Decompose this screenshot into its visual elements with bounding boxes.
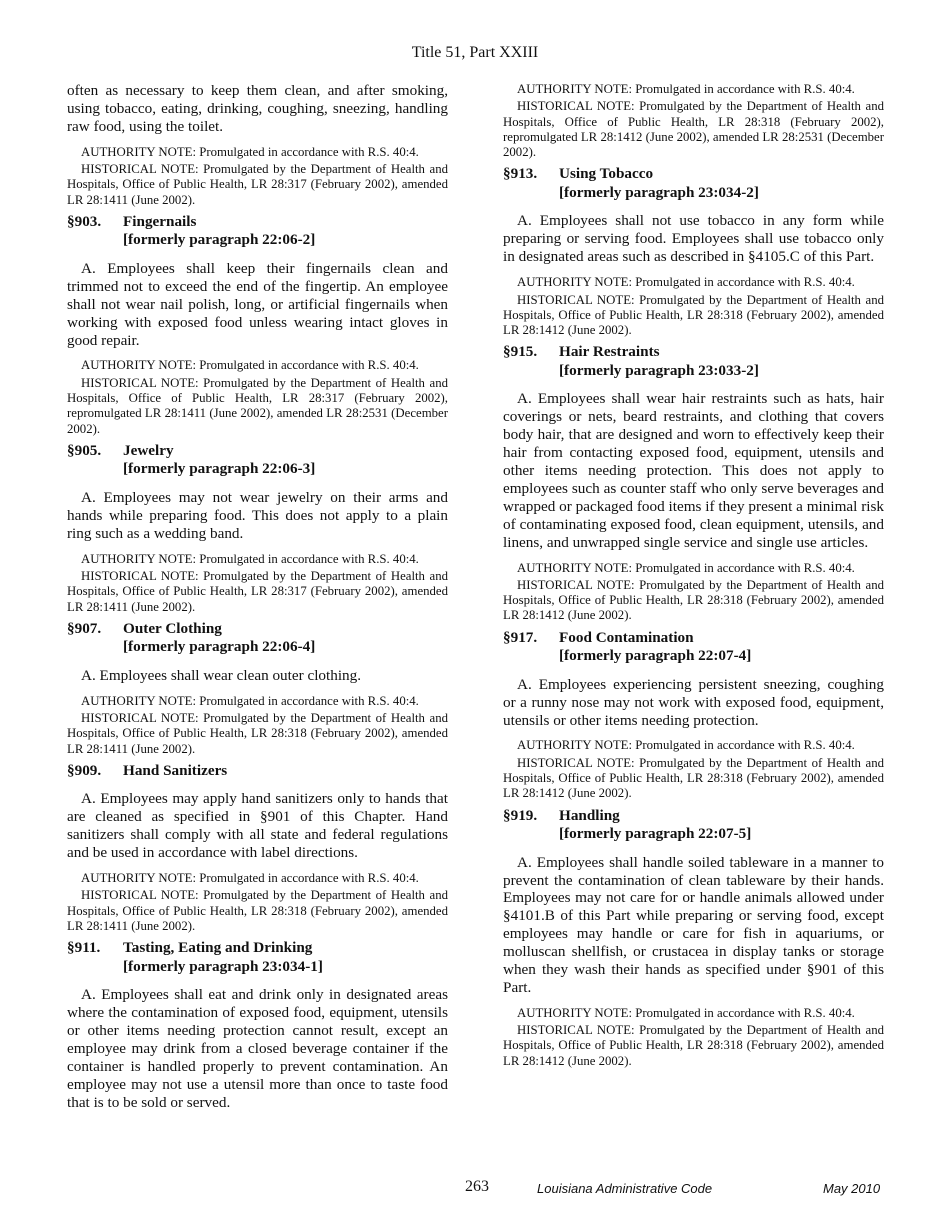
publication-date: May 2010 xyxy=(823,1181,881,1196)
section-title: Tasting, Eating and Drinking xyxy=(123,939,313,957)
section-heading-911 xyxy=(67,939,448,976)
section-heading-917 xyxy=(503,629,884,666)
historical-note: HISTORICAL NOTE: Promulgated by the Department of Health and Hospitals, Office of Public Health, LR 28:317 (February 2002), repromulgated LR 28:1411 (June 2002), amended LR 28:2531 (December 2002). xyxy=(67,375,448,436)
historical-note: HISTORICAL NOTE: Promulgated by the Department of Health and Hospitals, Office of Public Health, LR 28:318 (February 2002), amended LR 28:1412 (June 2002). xyxy=(503,292,884,338)
section-title: Handling xyxy=(559,806,620,824)
section-number: §903. xyxy=(67,212,102,230)
section-number: §917. xyxy=(503,628,538,646)
historical-note: HISTORICAL NOTE: Promulgated by the Department of Health and Hospitals, Office of Public Health, LR 28:318 (February 2002), amended LR 28:1411 (June 2002). xyxy=(67,888,448,933)
authority-note: AUTHORITY NOTE: Promulgated in accordance with R.S. 40:4. xyxy=(81,551,419,566)
left-column xyxy=(67,82,448,1121)
section-number: §919. xyxy=(503,806,538,824)
section-title: Food Contamination xyxy=(559,628,694,646)
section-number: §907. xyxy=(67,619,102,637)
section-title: Outer Clothing xyxy=(123,619,222,637)
historical-note: HISTORICAL NOTE: Promulgated by the Department of Health and Hospitals, Office of Public Health, LR 28:318 (February 2002), amended LR 28:1412 (June 2002). xyxy=(503,577,884,623)
section-number: §915. xyxy=(503,343,538,361)
section-number: §909. xyxy=(67,761,102,779)
authority-note: AUTHORITY NOTE: Promulgated in accordance with R.S. 40:4. xyxy=(517,82,855,96)
section-body: A. Employees shall keep their fingernails clean and trimmed not to exceed the end of the fingertip. An employee shall not wear nail polish, long, or artificial fingernails when working with exposed food unless wearing intact gloves in good repair. xyxy=(67,259,448,349)
page-footer xyxy=(0,1178,950,1198)
historical-note: HISTORICAL NOTE: Promulgated by the Department of Health and Hospitals, Office of Public Health, LR 28:318 (February 2002), repromulgated LR 28:1412 (June 2002), amended LR 28:2531 (December 2002). xyxy=(503,99,884,160)
page-header: Title 51, Part XXIII xyxy=(411,44,539,61)
section-heading-905 xyxy=(67,442,448,479)
section-heading-919 xyxy=(503,807,884,844)
historical-note: HISTORICAL NOTE: Promulgated by the Department of Health and Hospitals, Office of Public Health, LR 28:318 (February 2002), amended LR 28:1412 (June 2002). xyxy=(503,755,884,801)
section-body: A. Employees may not wear jewelry on their arms and hands while preparing food. This does not apply to a plain ring such as a wedding band. xyxy=(67,488,448,542)
section-subtitle: [formerly paragraph 22:07-4] xyxy=(559,647,752,665)
authority-note: AUTHORITY NOTE: Promulgated in accordance with R.S. 40:4. xyxy=(81,693,419,708)
section-subtitle: [formerly paragraph 23:034-2] xyxy=(559,183,759,201)
authority-note: AUTHORITY NOTE: Promulgated in accordance with R.S. 40:4. xyxy=(81,871,419,886)
section-subtitle: [formerly paragraph 23:034-1] xyxy=(123,957,323,975)
section-body: A. Employees shall eat and drink only in designated areas where the contamination of exposed food, equipment, utensils or other items needing protection cannot result, except an employee may drink from a closed beverage container if the container is handled properly to prevent contamination. An employee may not use a utensil more than once to taste food that is to be sold or served. xyxy=(67,986,448,1111)
section-subtitle: [formerly paragraph 22:06-4] xyxy=(123,638,316,656)
authority-note: AUTHORITY NOTE: Promulgated in accordance with R.S. 40:4. xyxy=(81,144,419,159)
section-title: Using Tobacco xyxy=(559,165,654,183)
section-title: Jewelry xyxy=(123,441,174,459)
page-number: 263 xyxy=(465,1178,489,1195)
authority-note: AUTHORITY NOTE: Promulgated in accordance with R.S. 40:4. xyxy=(517,738,855,753)
section-title: Fingernails xyxy=(123,212,197,230)
section-heading-909 xyxy=(67,762,448,781)
section-body: A. Employees shall wear clean outer clothing. xyxy=(81,666,362,684)
section-body: A. Employees experiencing persistent sneezing, coughing or a runny nose may not work with exposed food, equipment, utensils or other items needing protection. xyxy=(503,675,884,729)
section-heading-913 xyxy=(503,165,884,202)
section-body: A. Employees shall handle soiled tableware in a manner to prevent the contamination of clean tableware by their hands. Employees may not care for or handle animals allowed under §4101.B of this Part while preparing or serving food, except employees may handle or care for fish in aquariums, or molluscan shellfish, or crustacea in display tanks or storage when they wash their hands as specified under §901 of this Part. xyxy=(503,853,884,996)
authority-note: AUTHORITY NOTE: Promulgated in accordance with R.S. 40:4. xyxy=(517,275,855,290)
section-subtitle: [formerly paragraph 22:07-5] xyxy=(559,825,752,843)
intro-paragraph: often as necessary to keep them clean, and after smoking, using tobacco, eating, drinking, coughing, sneezing, handling raw food, using the toilet. xyxy=(67,82,448,135)
section-body: A. Employees shall not use tobacco in any form while preparing or serving food. Employees shall use tobacco only in designated areas such as described in §4105.C of this Part. xyxy=(503,212,884,266)
section-title: Hair Restraints xyxy=(559,343,660,361)
section-number: §913. xyxy=(503,165,538,183)
section-title: Hand Sanitizers xyxy=(123,761,228,779)
publication-name: Louisiana Administrative Code xyxy=(537,1181,713,1196)
section-number: §911. xyxy=(67,939,101,957)
section-body: A. Employees may apply hand sanitizers only to hands that are cleaned as specified in §901 of this Chapter. Hand sanitizers shall comply with all state and federal regulations and be used in accordance with label directions. xyxy=(67,790,448,862)
authority-note: AUTHORITY NOTE: Promulgated in accordance with R.S. 40:4. xyxy=(517,1005,855,1020)
authority-note: AUTHORITY NOTE: Promulgated in accordance with R.S. 40:4. xyxy=(81,358,419,373)
historical-note: HISTORICAL NOTE: Promulgated by the Department of Health and Hospitals, Office of Public Health, LR 28:318 (February 2002), amended LR 28:1412 (June 2002). xyxy=(503,1023,884,1068)
section-subtitle: [formerly paragraph 23:033-2] xyxy=(559,361,759,379)
section-heading-915 xyxy=(503,343,884,380)
historical-note: HISTORICAL NOTE: Promulgated by the Department of Health and Hospitals, Office of Public Health, LR 28:317 (February 2002), amended LR 28:1411 (June 2002). xyxy=(67,568,448,614)
section-heading-903 xyxy=(67,213,448,250)
historical-note: HISTORICAL NOTE: Promulgated by the Department of Health and Hospitals, Office of Public Health, LR 28:318 (February 2002), amended LR 28:1411 (June 2002). xyxy=(67,711,448,756)
section-subtitle: [formerly paragraph 22:06-3] xyxy=(123,460,316,478)
right-column xyxy=(503,82,884,1069)
section-body: A. Employees shall wear hair restraints such as hats, hair coverings or nets, beard restraints, and clothing that covers body hair, that are designed and worn to effectively keep their hair from contacting exposed food, equipment, utensils and other items needing protection. This does not apply to employees such as counter staff who only serve beverages and wrapped or packaged food items if they present a minimal risk of contaminating exposed food, clean equipment, utensils, and linens, and unwrapped single service and single use articles. xyxy=(503,390,884,551)
section-number: §905. xyxy=(67,441,102,459)
section-subtitle: [formerly paragraph 22:06-2] xyxy=(123,231,316,249)
authority-note: AUTHORITY NOTE: Promulgated in accordance with R.S. 40:4. xyxy=(517,560,855,575)
historical-note: HISTORICAL NOTE: Promulgated by the Department of Health and Hospitals, Office of Public Health, LR 28:317 (February 2002), amended LR 28:1411 (June 2002). xyxy=(67,162,448,207)
section-heading-907 xyxy=(67,620,448,657)
